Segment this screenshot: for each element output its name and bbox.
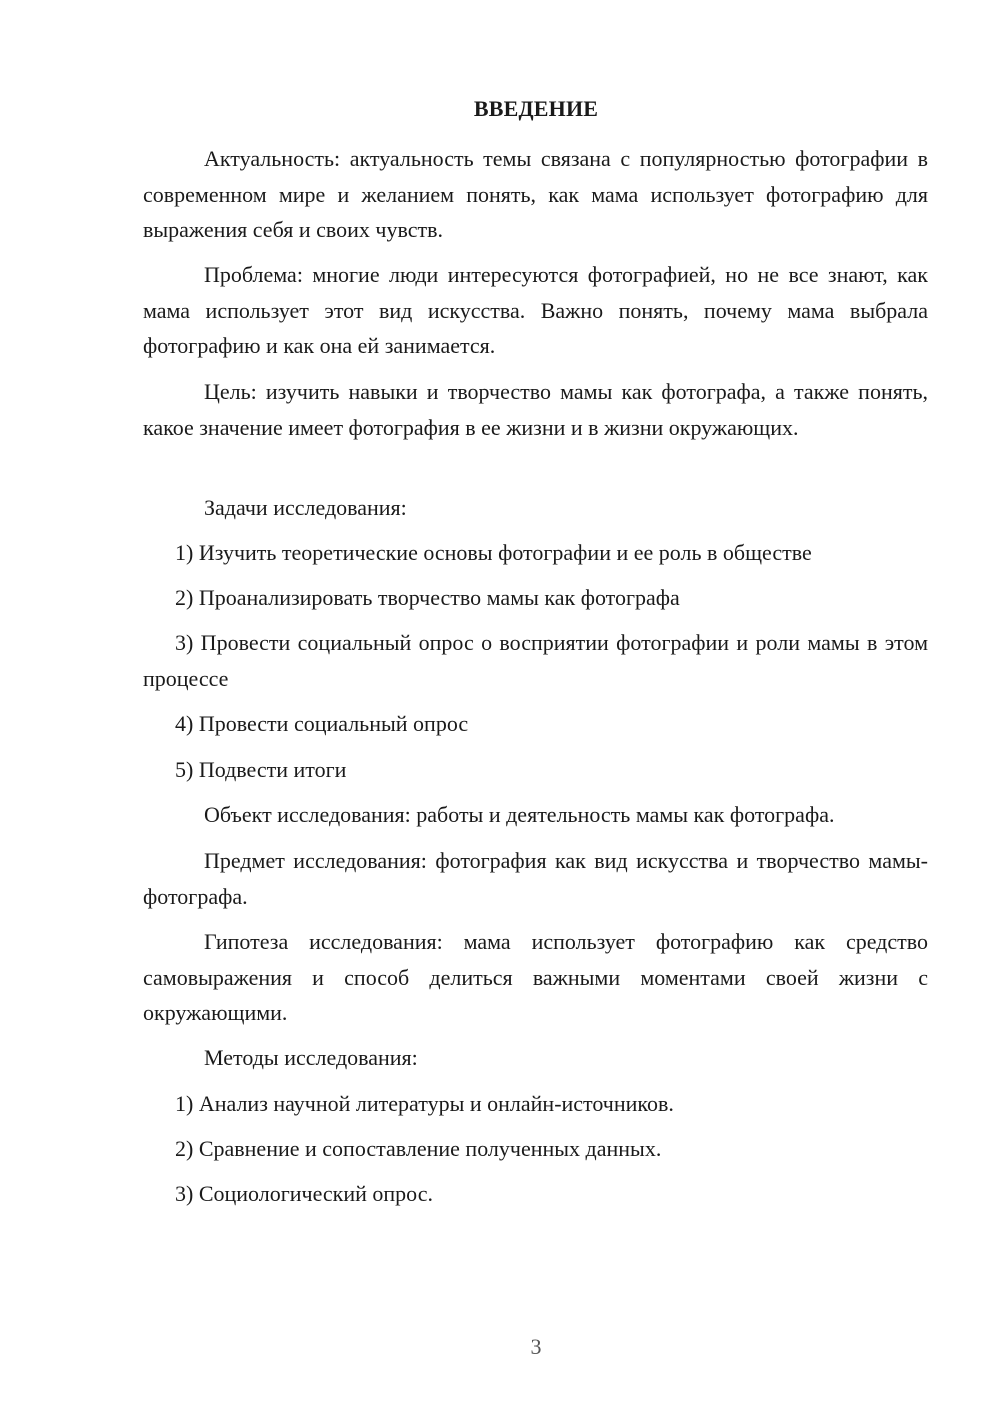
- task-item-4: 4) Провести социальный опрос: [175, 711, 469, 736]
- section-title: ВВЕДЕНИЕ: [473, 96, 599, 121]
- hypothesis-paragraph: Гипотеза исследования: мама использует фотографию как средство самовыражения и способ делиться важными моментами своей жизни с окружающими.: [143, 929, 928, 1025]
- problem-paragraph: Проблема: многие люди интересуются фотографией, но не все знают, как мама использует этот вид искусства. Важно понять, почему мама выбрала фотографию и как она ей занимается.: [143, 262, 928, 358]
- task-item-3: 3) Провести социальный опрос о восприятии фотографии и роли мамы в этом процессе: [143, 630, 928, 691]
- method-item-3: 3) Социологический опрос.: [175, 1181, 433, 1206]
- subject-paragraph: Предмет исследования: фотография как вид искусства и творчество мамы-фотографа.: [143, 848, 928, 909]
- task-item-5: 5) Подвести итоги: [175, 757, 347, 782]
- object-paragraph: Объект исследования: работы и деятельность мамы как фотографа.: [204, 802, 835, 827]
- tasks-heading: Задачи исследования:: [204, 495, 407, 520]
- task-item-1: 1) Изучить теоретические основы фотографии и ее роль в обществе: [175, 540, 812, 565]
- relevance-paragraph: Актуальность: актуальность темы связана с популярностью фотографии в современном мире и желанием понять, как мама использует фотографию для выражения себя и своих чувств.: [143, 146, 928, 242]
- goal-paragraph: Цель: изучить навыки и творчество мамы как фотографа, а также понять, какое значение имеет фотография в ее жизни и в жизни окружающих.: [143, 379, 928, 440]
- page-number: 3: [530, 1334, 542, 1359]
- methods-heading: Методы исследования:: [204, 1045, 418, 1070]
- task-item-2: 2) Проанализировать творчество мамы как фотографа: [175, 585, 680, 610]
- method-item-1: 1) Анализ научной литературы и онлайн-источников.: [175, 1091, 674, 1116]
- method-item-2: 2) Сравнение и сопоставление полученных данных.: [175, 1136, 662, 1161]
